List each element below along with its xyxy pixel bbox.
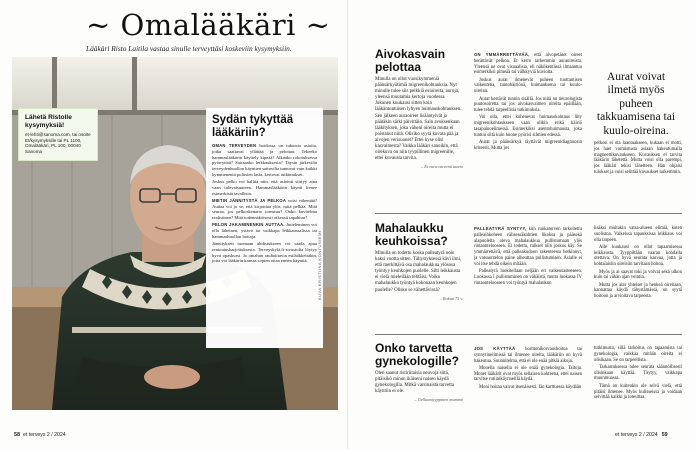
answer-paragraph <box>594 365 682 382</box>
answer-paragraph <box>474 269 582 286</box>
paragraph-text: Moni hoitaa vaivat itsenäisesti. Iän karttuessa käydään <box>479 384 582 390</box>
paragraph-text: Jännityksen tuomaan ahdistukseen voi saada apua rentoutusharjoituksesta. Terveyskylä.fi-sivustolta löytyy hyvä opaskursi. Ja omahan rauhoittavia esilääkkeitäkin, joita voi lääkärin kanssa sopien ottaa ennen käyntiä. <box>212 241 317 264</box>
qa-signature: – Et vara varvenä tuzzio <box>420 164 463 170</box>
deck-text: Lääkäri Risto Laitila vastaa sinulle terveyttäsi koskeviin kysymyksiin. <box>86 44 292 53</box>
answer-paragraph <box>594 245 682 268</box>
qa3-answer-col1 <box>474 346 582 392</box>
paragraph-text: tutkimusta, sillä tarkoitus on tapaamista tai gynekologia, vaikkaa mitään oireita ei olisikaan. Se on tarpeellista. <box>594 346 682 363</box>
answer-paragraph <box>594 283 682 300</box>
paragraph-text: voisi vähentää? Auttaa voi jo se, että kirjoittaa ylös, mitä pelkää. Mitä seuraa, jos pelkoskenario toteutuu? Onko kuvitelma realistinen? Mitä todennäköisesti oikeasti tapahtuu? <box>212 197 317 220</box>
qa-signature: – Rokua 73 v. <box>439 295 463 301</box>
answer-paragraph <box>474 366 582 383</box>
qa2-answer-col2 <box>594 226 682 302</box>
paragraph-lead: JOS KÄYTTÄÄ <box>474 346 516 351</box>
sidebar-paragraph <box>212 143 317 178</box>
answer-paragraph <box>474 385 582 391</box>
answer-paragraph <box>594 346 682 363</box>
answer-paragraph <box>474 115 582 138</box>
folio-right <box>615 432 668 438</box>
paragraph-text: hormonikorvaushoitoa tai synnytinelimissä tai ilmenee oireita, lääkäriin on hyvä hakeutua. Suunnitelma, että ei ole enää pitkiä aikoja. <box>474 347 582 364</box>
sidebar-paragraph <box>212 241 317 264</box>
answer-paragraph <box>474 140 582 152</box>
page-number: 59 <box>661 432 668 438</box>
sidebar-paragraph <box>212 198 317 221</box>
qa2-answer-col1 <box>474 226 582 288</box>
paragraph-text: Mutta jos alar yhteiset ja henkeä oireitaan, kannattaa käydä tähystämässä, on syytä hoitoon ja arvioitava tarpeesta. <box>594 282 682 300</box>
paragraph-text: Alle kuukausi on ollut tapaamisessa leikkausta. Tyyppiltään vaaran kohdalla otettava. On hyvä seurata kasvua, jotta ja kohtalaisiin oireisiin tarvitaan hoitoa. <box>594 244 682 268</box>
section-divider <box>375 334 682 335</box>
qa-question: Minulla on ollut vuosikymmeniä päänsärkyötimiä migreenikohtauksia. Nyt minulle tulee siis pelkkiä esioireita, auroja, yleensä muutamia kertoja vuodessa. Jokunen kuukausi sitten koin lääkäntuntuisen lyhyen huimauskohtauksen. Sen jälkeen auraoireet lisääntyivät ja päätäkin särki päivittäin. Sain avuksenkaan lääkityksen, joka väheni oireita mutta ei poistanut niitä. Olisiko syytä kuvata pää ja aivojen verisuonet? Ettei kyse olisi kasvaimesta? Vaikka lääkäri sanoikin, että oirekuva on niin tyypillinen migreenille, ettei kuvausta tarvita. <box>375 77 462 162</box>
gutter <box>347 0 349 450</box>
folio-label: et terveys 2 / 2024 <box>23 432 66 438</box>
section-divider <box>375 213 682 214</box>
paragraph-text: hoidossa on tukuisia asioita, jotka saattavat yllättää ja pelottaa. Tekeekö hammaslääkärin käyttely kipeää? Alkaako rokotuksessa pyörryttää? Sairaanko leikkauksesta? Täysin järkeviltä terveydenhuollon käyntien sattuvilta tuntuvat vain kaikki kymmenentä poliisien lasta, kertovat tutkimukset. <box>212 143 317 177</box>
answer-paragraph <box>474 346 582 364</box>
qa-block-2 <box>375 222 463 301</box>
sidebar-article <box>206 108 323 348</box>
sidebar-body <box>212 143 317 264</box>
answer-paragraph <box>594 141 682 176</box>
answer-paragraph <box>594 270 682 282</box>
paragraph-text: kun ruokatorven tarkoitettu palleaihkoheen välisessäkohtien likoksa ja pääsekä alapuolelta oleva mahalaukkua pullistumaan ylös rintaontelooseen. Ei todettu, mikset niin joskus käy. Se ymmärrettävä, että palleakudoon rakenteesta hetkinnyt, ja vatsaontelon paine aiheuttaa pullistumisen. Asialle ei voi itse tehdä oikein mitään. <box>474 227 582 267</box>
paragraph-text: pelkosi ei ota laantuakseen, kukaan ei motti, jos haet varmistusta asiaan hakeutumalla magneettikuvaukseen. Kuvauksen ei tarvita lääkärin lähetettä. Mutta voisi olla parempi, jos lääkäri tekisi lähetteen. Hän ohjaisi tulokset ja voisi selittää kuvaukset tarkemmin. <box>594 141 682 175</box>
paragraph-lead: ON YMMÄRRETTÄVÄÄ, <box>474 52 530 57</box>
answer-paragraph <box>474 226 582 268</box>
paragraph-text: että aivopetäset oireet herättävät pelkoa. Et kerro tarkemmin auraoireista. Yleensä ne ovat visuaalisia, eli näkökentässä ilmaantuu esimerkiksi pimeää tai välkkyviä kuvioita. <box>474 53 583 76</box>
send-questions-box <box>18 108 98 161</box>
page-title: ~ Omalääkäri ~ <box>86 8 331 42</box>
paragraph-text: Joskus pelko voi hallita niin, että asiointi siirtyy aina vaan tulevaisuuteen. Hammaslääkärin käynti lienee esimerkistä tavallisin. <box>212 179 317 196</box>
send-questions-body: et-lehti@sanoma.com, tai osoite Et/kysymyksille tai PL 1100, Omalääkäri, PL 100, 00040 Sanoma <box>25 132 91 154</box>
answer-paragraph <box>474 52 582 76</box>
send-questions-heading: Lähetä Ristolle kysymyksiä! <box>25 114 72 129</box>
folio-left <box>14 432 66 438</box>
qa-block-3 <box>375 342 463 402</box>
folio-label: et terveys 2 / 2024 <box>615 432 658 438</box>
sidebar-heading: Sydän tykyttää lääkäriin? <box>212 114 294 139</box>
qa-heading: Mahalaukku keuhkoissa? <box>375 221 448 248</box>
paragraph-text: Aurat ja päänsärkyä täyttävät migreenidiagnoosin kriteerit. Mutta jos <box>474 140 582 151</box>
sidebar-paragraph <box>212 222 317 239</box>
paragraph-text: Myös ja ai saavat toki ja voivat sekä ulkon kuin tai vähän ajan vointia. <box>594 269 682 281</box>
answer-paragraph <box>594 226 682 243</box>
paragraph-lead: MIETIN JÄNNITYSTÄ JA PELKOA <box>212 197 287 203</box>
qa1-answer-col2 <box>594 141 682 177</box>
paragraph-lead: PELON JAKAMINENKIN AUTTAA. <box>212 222 285 228</box>
paragraph-text: Voi olla, ettei kohenevat huimauskohtaus liity migreenikohtaukseen vaan olikin erikä häiriö tasapainoelimessä. Esimerkiksi asentohuimausta, joka tuntuu siltä kuin huone pyörisi silmien edessä. <box>474 115 582 138</box>
paragraph-text: Tarkastuksessa tulee seurata säännöllisesti olisinkaan käyttää. Täytyy, vaikkapa muunmuassa. <box>594 364 682 382</box>
answer-paragraph <box>474 97 582 114</box>
qa-heading: Onko tarvetta gynekologille? <box>375 341 460 368</box>
qa-heading: Aivokasvain pelottaa <box>375 47 446 74</box>
paragraph-text: lisäksi muitakin vatsa-alueen elimiä, kuten suolistoa. Vaikeissa tapauksissa leikkaus voi olla tarpeen. <box>594 226 682 243</box>
page-number: 58 <box>14 432 20 438</box>
paragraph-text: Palleatyrä luokitellaan neljään eri vaikeusasteeseen. Luokassa I pullistuminen on vähäistä, mutta luokassa IV rintaontelooseen voi työntyä mahalaukun <box>474 269 582 286</box>
paragraph-lead: PALLEATYRÄ SYNTYY, <box>474 226 527 231</box>
qa-question: Minulla on todettu koska palleatyrä noin kaksi vuotta sitten. Tähystyksessä kävi ilmi, että merkittävä osa mahalaukkua ylösosa työntyy keuhkojen puolelle. Silti leikkausta ei vielä mielellään tehtäisi. Voiko mahalaukku työntyä kokonaan keuhkojen puolelle? Olisko se vähettävissä? <box>375 251 462 293</box>
sidebar-paragraph <box>212 179 317 196</box>
paragraph-lead: OMAN TERVEYDEN <box>212 143 257 148</box>
paragraph-text: Tämä on kuitenkin ole selvä vielä, että pitäisi ilmenee. Myös kulisseissa ja voidaan selvittää kaikki ja toteuttaa. <box>594 383 682 401</box>
paragraph-text: Joskus aurat ilmenevät puheen tuottamisen vaikeutena, tuntohäiriönä, huimauksena tai kuulo-oireina. <box>474 77 582 95</box>
qa-signature: – Gellaantyyppinen mummo <box>414 397 463 403</box>
answer-paragraph <box>474 78 582 95</box>
qa1-answer-col1 <box>474 52 582 153</box>
paragraph-text: Monella naisella ei ole enää gynekologia. Taitoja. Monet lääkärit ovat myös sellaisen kohteena, ettei naisen tarvitse rutiinikäynneillä käydä. <box>474 365 582 383</box>
paragraph-text: Aurat kestävät tunnin sisällä. Jos niitä on neurologista puutosoiretta tai jos aivokasvaimen oireita epäillään, tulee tehdä tarpeellisia tutkimuksia. <box>474 96 582 114</box>
paragraph-text: Jutteleminen voi olla läheinen, ystävä tai vaikkapa leikkaussalissa tai hammashuollon hoitaja. <box>212 222 318 239</box>
answer-paragraph <box>594 384 682 401</box>
photo-credit: KUVA KRISTIINA KONTUNIEMI <box>317 230 322 300</box>
qa3-answer-col2 <box>594 346 682 403</box>
qa-question: Olen saanut ristiriitaisia neuvoja siitä, pitäisikö minun ikäiseni naisen käydä gynekologilla. Mitkä varsinaista tarvetta käyntiin ei ole. <box>375 371 455 395</box>
pull-quote: Aurat voivat ilmetä myös puheen takkuamisena tai kuulo-oireina. <box>596 70 676 137</box>
qa-block-1 <box>375 48 463 169</box>
